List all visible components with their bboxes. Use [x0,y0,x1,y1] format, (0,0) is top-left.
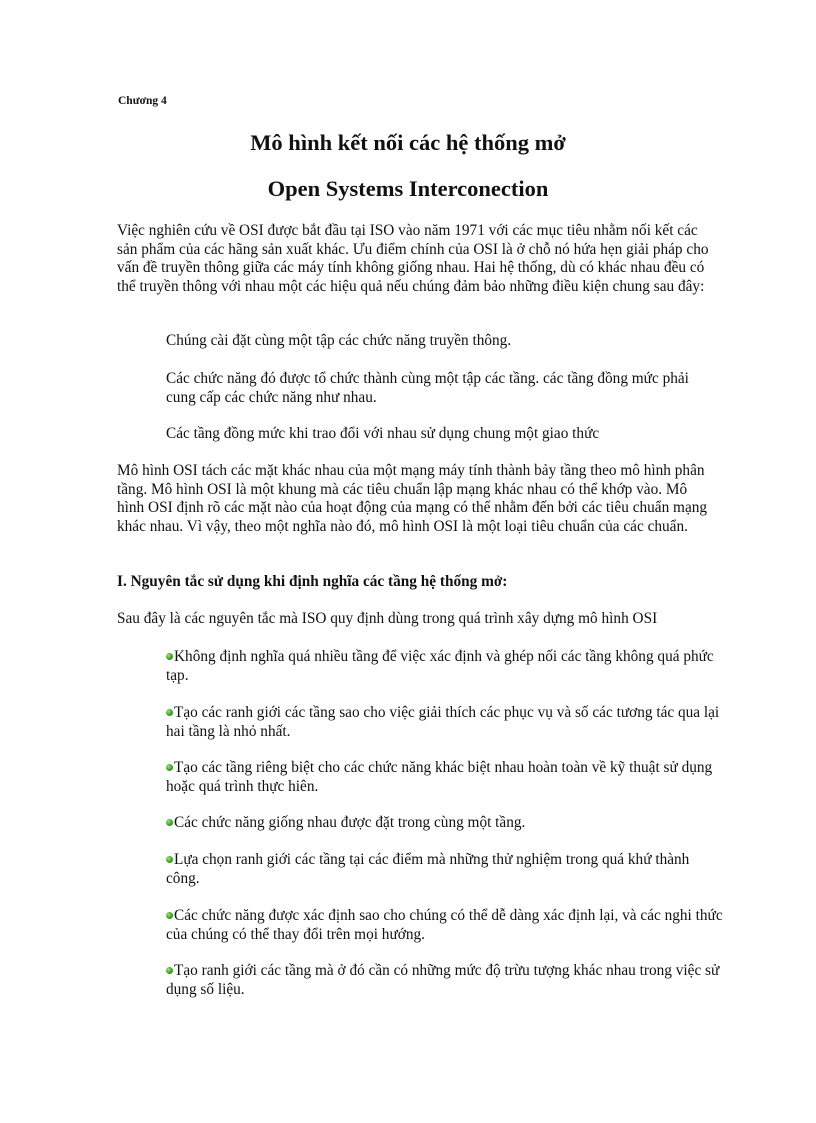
principle-text: Các chức năng giống nhau được đặt trong cùng một tầng. [174,814,526,831]
principle-item [166,759,726,796]
chapter-label: Chương 4 [118,95,167,107]
principle-text: Tạo các ranh giới các tầng sao cho việc giải thích các phục vụ và số các tương tác qua lại hai tầng là nhỏ nhất. [166,704,720,740]
principle-text: Không định nghĩa quá nhiều tầng để việc xác định và ghép nối các tầng không quá phức tạp. [166,648,714,684]
principle-text: Các chức năng được xác định sao cho chúng có thể dễ dàng xác định lại, và các nghi thức của chúng có thể thay đổi trên mọi hướng. [166,907,723,943]
condition-item: Các tầng đồng mức khi trao đổi với nhau sử dụng chung một giao thức [166,425,600,442]
green-bullet-icon [166,967,173,974]
green-bullet-icon [166,912,173,919]
principle-text: Tạo ranh giới các tầng mà ở đó cần có những mức độ trừu tượng khác nhau trong việc sử dụng số liệu. [166,962,720,998]
principle-text: Tạo các tầng riêng biệt cho các chức năng khác biệt nhau hoàn toàn về kỹ thuật sử dụng hoặc quá trình thực hiên. [166,759,713,795]
principle-item [166,814,726,833]
principle-item [166,704,726,741]
principle-item [166,648,726,685]
title-vietnamese: Mô hình kết nối các hệ thống mở [250,130,566,155]
green-bullet-icon [166,764,173,771]
green-bullet-icon [166,653,173,660]
green-bullet-icon [166,856,173,863]
condition-item: Các chức năng đó được tổ chức thành cùng một tập các tầng. các tầng đồng mức phải cung cấp các chức năng như nhau. [166,370,689,406]
model-paragraph: Mô hình OSI tách các mặt khác nhau của một mạng máy tính thành bảy tầng theo mô hình phân tầng. Mô hình OSI là một khung mà các tiêu chuẩn lập mạng khác nhau có thể khớp vào. Mô hình OSI định rõ các mặt nào của hoạt động của mạng có thể nhằm đến bởi các tiêu chuẩn mạng khác nhau. Vì vậy, theo một nghĩa nào đó, mô hình OSI là một loại tiêu chuẩn của các chuẩn. [117,462,708,535]
principle-item [166,907,726,944]
principle-text: Lựa chọn ranh giới các tầng tại các điểm mà những thử nghiệm trong quá khứ thành công. [166,851,690,887]
green-bullet-icon [166,709,173,716]
title-english: Open Systems Interconection [267,176,549,201]
condition-item: Chúng cài đặt cùng một tập các chức năng truyền thông. [166,332,512,349]
section-intro: Sau đây là các nguyên tắc mà ISO quy định dùng trong quá trình xây dựng mô hình OSI [117,610,658,627]
intro-paragraph: Việc nghiên cứu về OSI được bắt đầu tại ISO vào năm 1971 với các mục tiêu nhằm nối kết các sản phẩm của các hãng sản xuất khác. Ưu điểm chính của OSI là ở chỗ nó hứa hẹn giải pháp cho vấn đề truyền thông giữa các máy tính không giống nhau. Hai hệ thống, dù có khác nhau đều có thể truyền thông với nhau một các hiệu quả nếu chúng đảm bảo những điều kiện chung sau đây: [117,222,709,295]
section-heading: I. Nguyên tắc sử dụng khi định nghĩa các tầng hệ thống mở: [117,573,508,590]
green-bullet-icon [166,819,173,826]
principle-item [166,851,726,888]
principle-item [166,962,726,999]
